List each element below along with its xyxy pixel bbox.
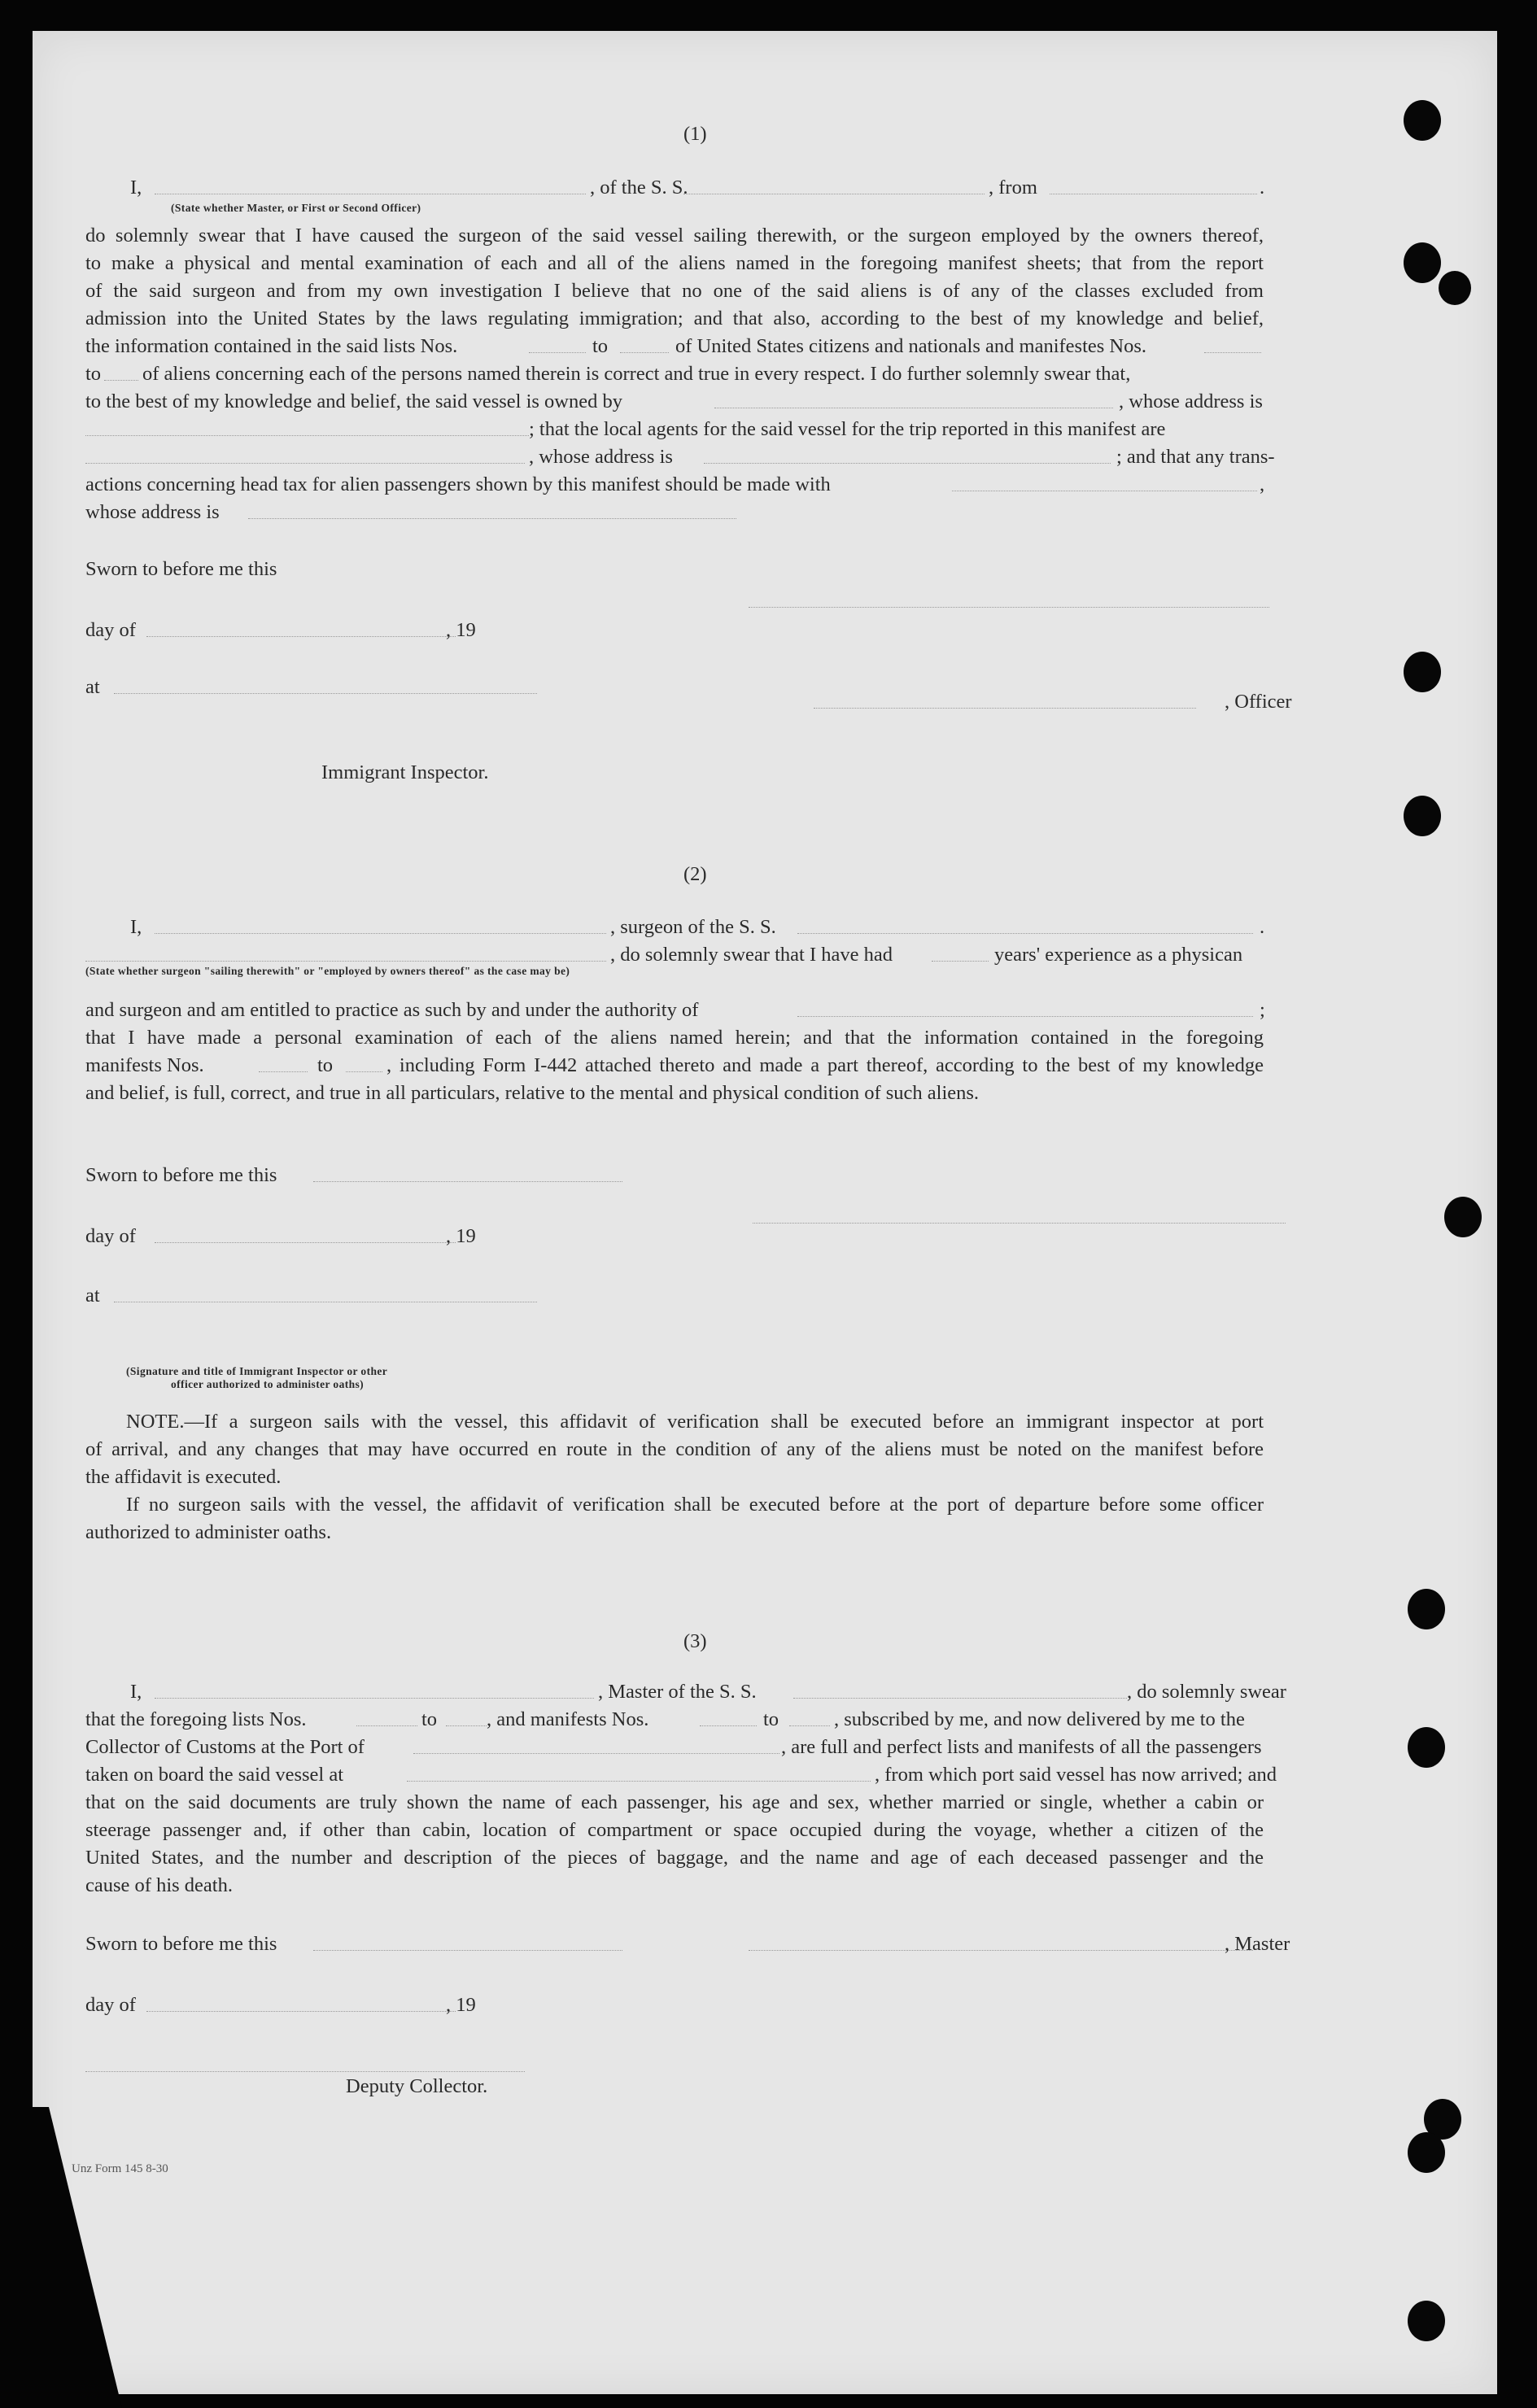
s2-sig-note-2: officer authorized to administer oaths) xyxy=(171,1378,365,1390)
s3-body-line: that on the said documents are truly shown the name of each passenger, his age and sex, whether married or single, whether a cabin or xyxy=(85,1791,1264,1813)
s1-body-line: to make a physical and mental examination of each and all of the aliens named in the foregoing manifest sheets; that from the report xyxy=(85,252,1264,274)
authority-field[interactable] xyxy=(797,1016,1253,1017)
s2-year: , 19 xyxy=(446,1225,476,1247)
s3-line2b: , and manifests Nos. xyxy=(487,1708,649,1730)
s3-manifests-to-field[interactable] xyxy=(789,1725,830,1726)
s2-signature-line[interactable] xyxy=(753,1223,1286,1224)
s2-line5a: manifests Nos. xyxy=(85,1054,204,1076)
s2-vessel-field[interactable] xyxy=(797,933,1253,934)
note-paragraph-2 xyxy=(85,1491,1264,1546)
s1-at-field[interactable] xyxy=(114,693,537,694)
s3-line2-to: to xyxy=(421,1708,438,1730)
s2-manifest-to-field[interactable] xyxy=(346,1071,382,1072)
s2-line5-to: to xyxy=(317,1054,334,1076)
s2-line4-text: that I have made a personal examination of each of the aliens named herein; and that the information contained in the foregoing xyxy=(85,1027,1264,1049)
s3-lists-to-field[interactable] xyxy=(446,1725,487,1726)
years-experience-field[interactable] xyxy=(932,961,989,962)
section-2-number: (2) xyxy=(683,863,707,885)
s1-lists-to: to xyxy=(592,335,609,357)
s1-lists-b: of United States citizens and nationals and manifestes Nos. xyxy=(675,335,1147,357)
punch-hole xyxy=(1408,1727,1445,1768)
punch-hole xyxy=(1404,100,1441,141)
s1-owned: to the best of my knowledge and belief, the said vessel is owned by xyxy=(85,390,622,412)
s2-day-of: day of xyxy=(85,1225,136,1247)
note-paragraph xyxy=(85,1408,1264,1491)
s3-last: cause of his death. xyxy=(85,1874,233,1896)
form-number: Unz Form 145 8-30 xyxy=(72,2162,168,2175)
s1-inspector: Immigrant Inspector. xyxy=(321,761,489,783)
s3-line2a: that the foregoing lists Nos. xyxy=(85,1708,307,1730)
s1-whose-b: ; and that any trans- xyxy=(1116,446,1275,468)
punch-hole xyxy=(1408,2301,1445,2341)
s3-sworn: Sworn to before me this xyxy=(85,1933,277,1955)
s3-master-name-field[interactable] xyxy=(155,1698,594,1699)
s3-line4a: taken on board the said vessel at xyxy=(85,1764,344,1786)
s2-at: at xyxy=(85,1285,100,1307)
s3-day-field[interactable] xyxy=(146,2011,456,2012)
s3-deputy: Deputy Collector. xyxy=(346,2075,488,2097)
lists-from-field[interactable] xyxy=(529,352,586,353)
s2-surgeon: , surgeon of the S. S. xyxy=(610,916,776,938)
s1-officer-field[interactable] xyxy=(814,708,1196,709)
s2-line4 xyxy=(85,1024,1264,1052)
s3-day-of: day of xyxy=(85,1994,136,2016)
s1-agents: ; that the local agents for the said vessel for the trip reported in this manifest are xyxy=(529,418,1166,440)
s3-line2-to2: to xyxy=(763,1708,779,1730)
s1-at: at xyxy=(85,676,100,698)
note-line: NOTE.—If a surgeon sails with the vessel, this affidavit of verification shall be executed before an immigrant inspector at port xyxy=(126,1411,1264,1433)
s3-master-signature-line[interactable] xyxy=(749,1950,1253,1951)
s3-line4b: , from which port said vessel has now arrived; and xyxy=(875,1764,1277,1786)
surgeon-name-field[interactable] xyxy=(155,933,606,934)
s1-body-line: of the said surgeon and from my own investigation I believe that no one of the said aliens is of any of the classes excluded from xyxy=(85,280,1264,302)
s1-sworn: Sworn to before me this xyxy=(85,558,277,580)
s1-officer: , Officer xyxy=(1225,691,1292,713)
s3-sworn-field[interactable] xyxy=(313,1950,622,1951)
note-line: of arrival, and any changes that may have occurred en route in the condition of any of the aliens must be noted on the manifest before xyxy=(85,1438,1264,1460)
s2-day-field[interactable] xyxy=(155,1242,456,1243)
s1-to-rest: of aliens concerning each of the persons named therein is correct and true in every respect. I do further solemnly swear that, xyxy=(142,363,1131,385)
s1-last: whose address is xyxy=(85,501,220,523)
punch-hole xyxy=(1404,796,1441,836)
section-3-number: (3) xyxy=(683,1630,707,1652)
s1-actions-end: , xyxy=(1260,473,1265,495)
s1-body-line: admission into the United States by the laws regulating immigration; and that also, according to the best of my knowledge and belief, xyxy=(85,308,1264,329)
s1-year: , 19 xyxy=(446,619,476,641)
agents-address-field[interactable] xyxy=(704,463,1111,464)
s3-body-line: United States, and the number and description of the pieces of baggage, and the name and age of each deceased passenger and the xyxy=(85,1847,1264,1869)
s3-body-line: steerage passenger and, if other than cabin, location of compartment or space occupied during the voyage, whether a citizen of the xyxy=(85,1819,1264,1841)
manifests-from-field[interactable] xyxy=(1204,352,1261,353)
agents-field[interactable] xyxy=(85,463,525,464)
s1-i: I, xyxy=(130,177,142,198)
s3-body xyxy=(85,1789,1264,1872)
s2-line2b: years' experience as a physican xyxy=(994,944,1243,966)
owner-address-field[interactable] xyxy=(85,435,529,436)
s3-boarded-at-field[interactable] xyxy=(407,1781,871,1782)
s3-deputy-signature-line[interactable] xyxy=(85,2071,525,2072)
s3-line3b: , are full and perfect lists and manifests of all the passengers xyxy=(781,1736,1262,1758)
s2-line5b: , including Form I-442 attached thereto and made a part thereof, according to the best of my knowledge xyxy=(386,1054,1264,1076)
s1-body-line: do solemnly swear that I have caused the surgeon of the said vessel sailing therewith, or the surgeon employed by the owners thereof, xyxy=(85,225,1264,246)
lists-to-field[interactable] xyxy=(620,352,669,353)
s1-actions: actions concerning head tax for alien passengers shown by this manifest should be made with xyxy=(85,473,831,495)
s1-whose: , whose address is xyxy=(529,446,673,468)
s1-end: . xyxy=(1260,177,1265,198)
s2-line3: and surgeon and am entitled to practice as such by and under the authority of xyxy=(85,999,699,1021)
note-line: the affidavit is executed. xyxy=(85,1466,282,1488)
s2-end: . xyxy=(1260,916,1265,938)
s3-i: I, xyxy=(130,1681,142,1703)
s3-line1b: , do solemnly swear xyxy=(1127,1681,1286,1703)
s2-line2a: , do solemnly swear that I have had xyxy=(610,944,893,966)
s3-lists-from-field[interactable] xyxy=(356,1725,417,1726)
form-page xyxy=(33,31,1497,2394)
s1-from: , from xyxy=(989,177,1037,198)
punch-hole xyxy=(1404,652,1441,692)
s3-master: , Master of the S. S. xyxy=(598,1681,757,1703)
s3-line2c: , subscribed by me, and now delivered by me to the xyxy=(834,1708,1245,1730)
s2-sworn: Sworn to before me this xyxy=(85,1164,277,1186)
s1-day-field[interactable] xyxy=(146,636,456,637)
manifests-to-field[interactable] xyxy=(104,380,138,381)
s1-owned-b: , whose address is xyxy=(1119,390,1263,412)
s2-line6: and belief, is full, correct, and true in all particulars, relative to the mental and physical condition of such aliens. xyxy=(85,1082,980,1104)
s1-body xyxy=(85,222,1264,333)
note2-line: If no surgeon sails with the vessel, the affidavit of verification shall be executed before at the port of departure before some officer xyxy=(126,1494,1264,1516)
punch-hole xyxy=(1444,1197,1482,1237)
contact-address-field[interactable] xyxy=(248,518,736,519)
punch-hole xyxy=(1404,242,1441,283)
s2-line3-end: ; xyxy=(1260,999,1265,1021)
s1-of-ss: , of the S. S. xyxy=(590,177,688,198)
s2-sworn-field[interactable] xyxy=(313,1181,622,1182)
s1-officer-signature-line[interactable] xyxy=(749,607,1269,608)
section-1-number: (1) xyxy=(683,123,707,145)
punch-hole xyxy=(1439,271,1471,305)
s2-sig-note-1: (Signature and title of Immigrant Inspector or other xyxy=(126,1365,388,1377)
s2-i: I, xyxy=(130,916,142,938)
s1-day-of: day of xyxy=(85,619,136,641)
s3-manifests-from-field[interactable] xyxy=(700,1725,757,1726)
s3-vessel-field[interactable] xyxy=(793,1698,1127,1699)
s2-manifest-from-field[interactable] xyxy=(259,1071,308,1072)
s1-officer-note: (State whether Master, or First or Second Officer) xyxy=(171,202,421,214)
punch-hole xyxy=(1408,2132,1445,2173)
s1-to: to xyxy=(85,363,102,385)
punch-hole xyxy=(1408,1589,1445,1629)
s3-port-field[interactable] xyxy=(413,1753,779,1754)
s1-lists: the information contained in the said lists Nos. xyxy=(85,335,458,357)
note2-line: authorized to administer oaths. xyxy=(85,1521,332,1543)
s3-master-label: , Master xyxy=(1225,1933,1290,1955)
surgeon-type-field[interactable] xyxy=(85,961,606,962)
s3-line3a: Collector of Customs at the Port of xyxy=(85,1736,365,1758)
s3-year: , 19 xyxy=(446,1994,476,2016)
s2-surgeon-note: (State whether surgeon "sailing therewith" or "employed by owners thereof" as the case may be) xyxy=(85,965,570,977)
